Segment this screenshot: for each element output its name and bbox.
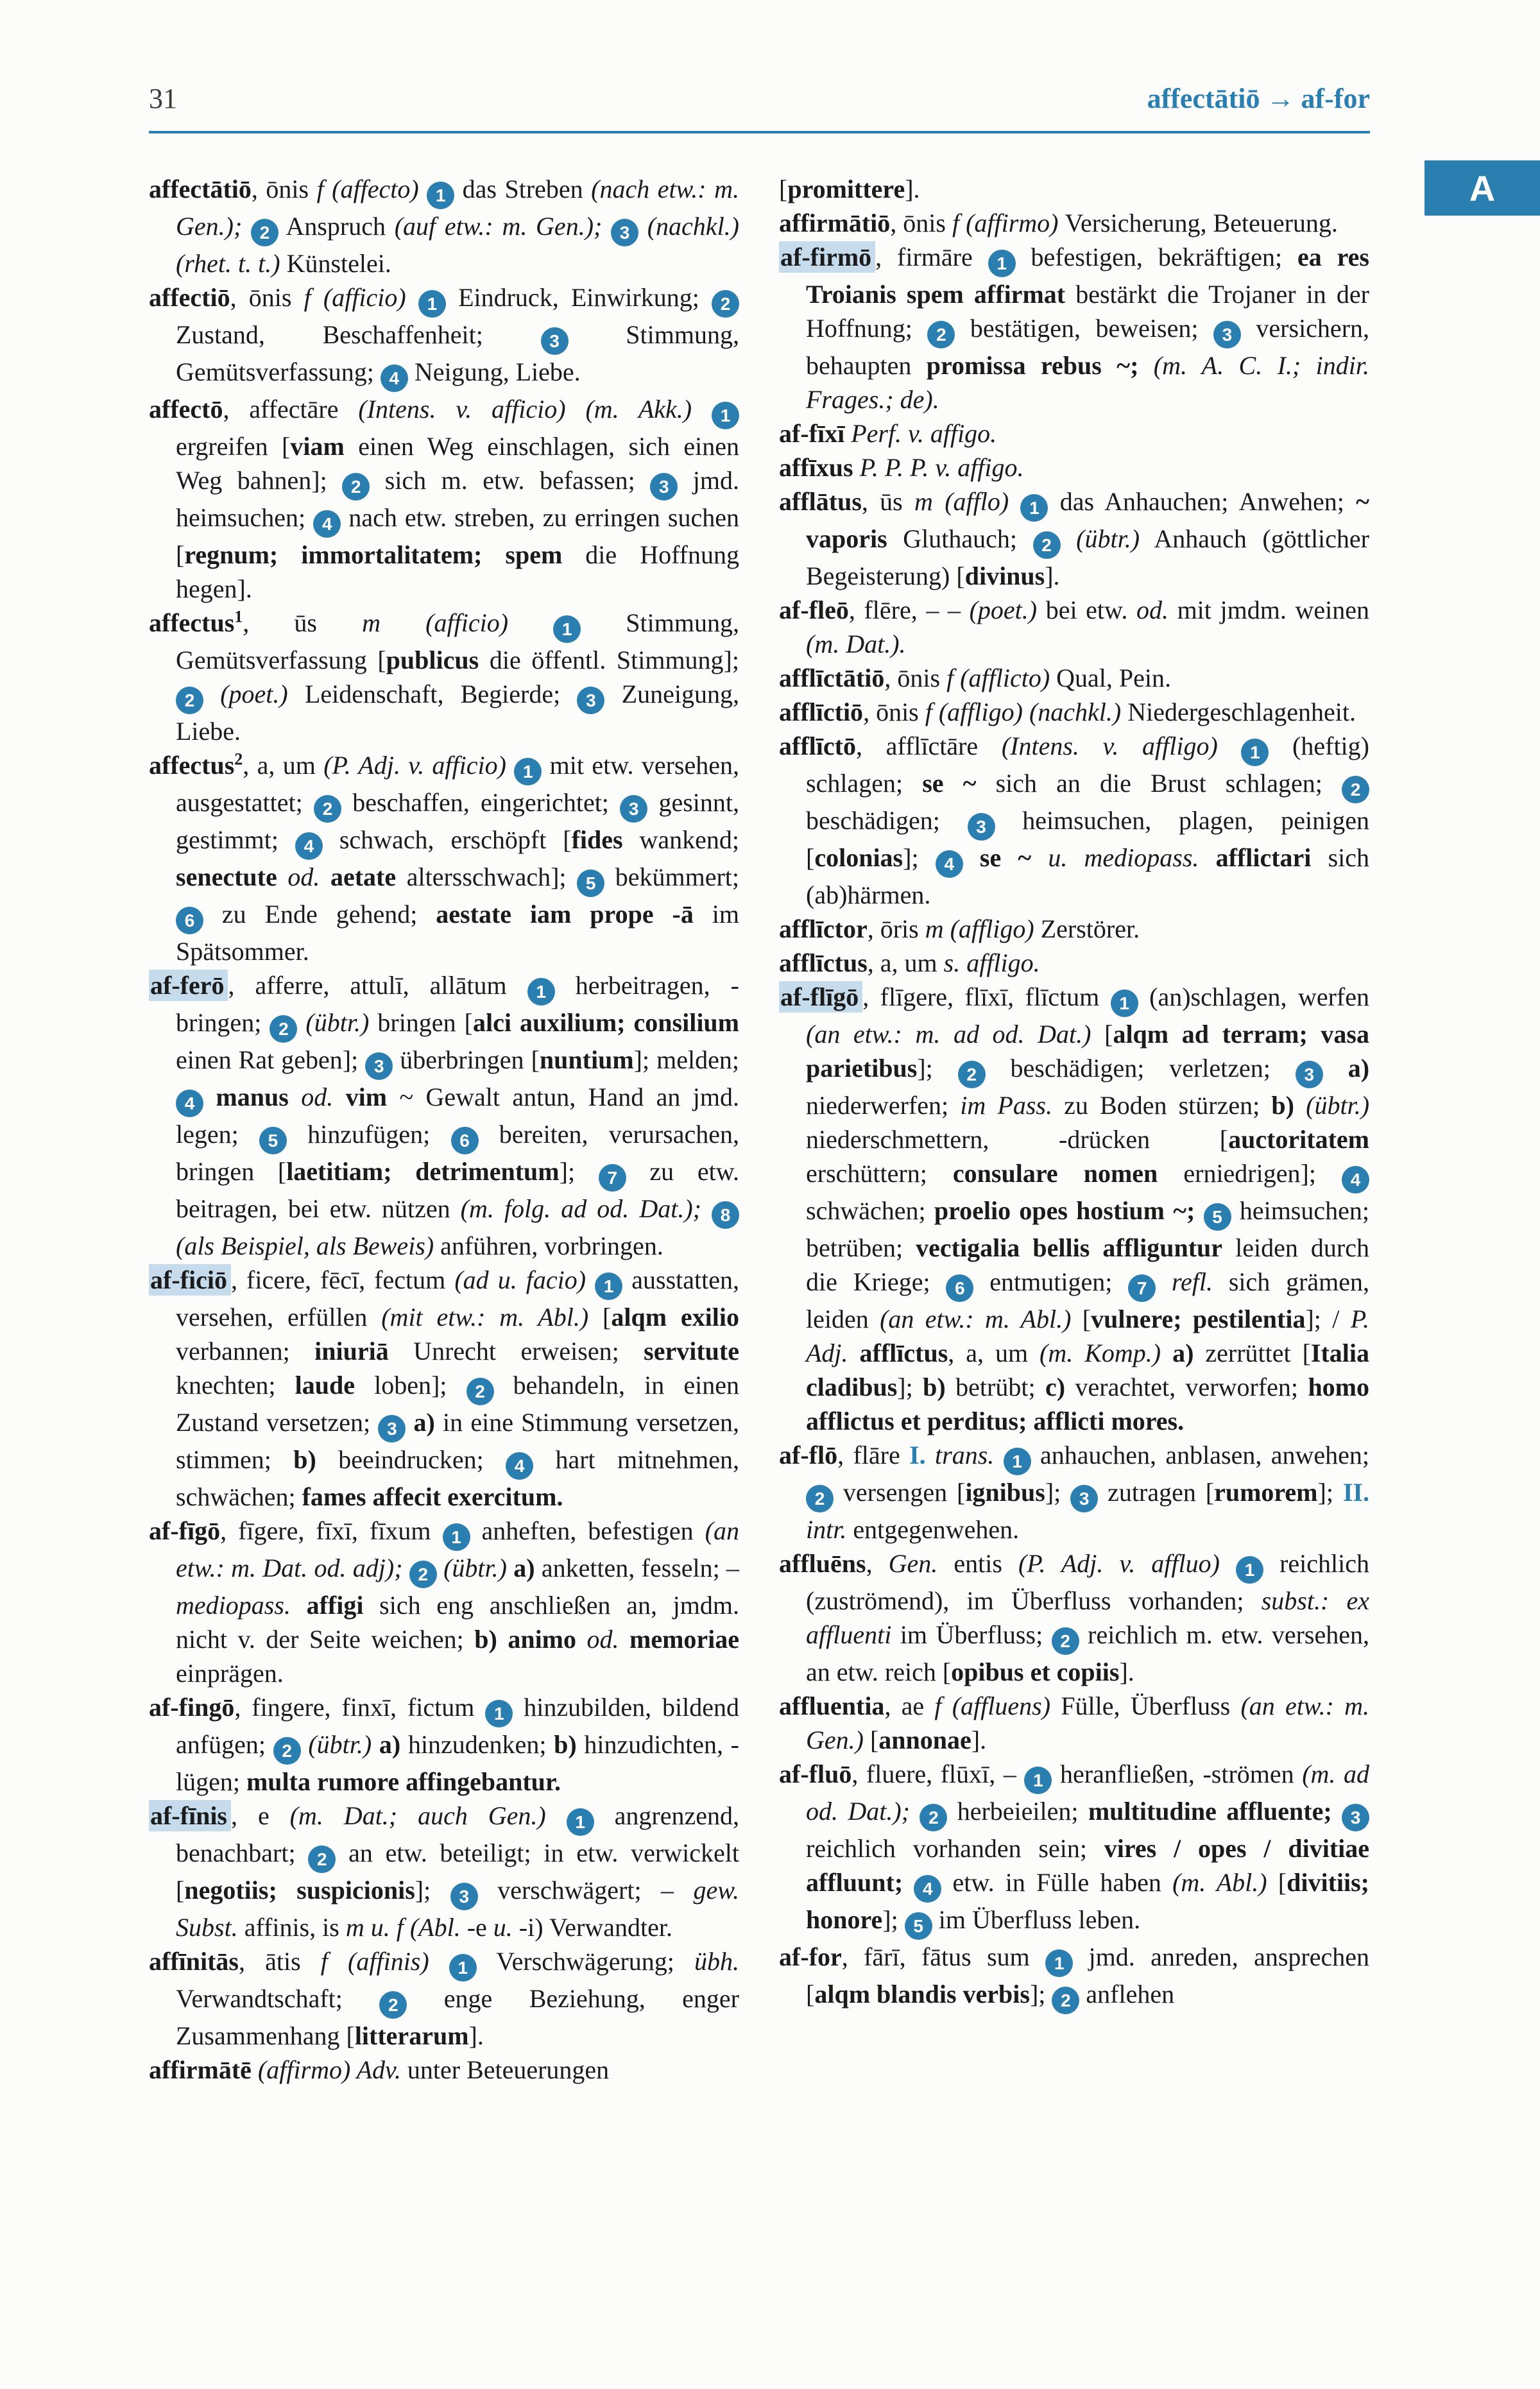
sense-number-badge: 1 [1241,739,1269,766]
sense-number-badge: 4 [381,364,408,392]
dictionary-entry: af-flīgō , flīgere, flīxī, flīctum 1 (an)schlagen, werfen (an etw.: m. ad od. Dat.) [alqm ad terram; vasa parietibus]; 2 beschädigen; verletzen; 3 a) niederwerfen; im Pass. zu Boden stürzen; b) (übtr.) niederschmettern, -drücken [auctoritatem erschüttern; consulare nomen erniedrigen]; 4 schwächen; proelio opes hostium ~; 5 heimsuchen; betrüben; vectigalia bellis affliguntur leiden durch die Kriege; 6 entmutigen; 7 refl. sich grämen, leiden (an etw.: m. Abl.) [vulnere; pestilentia]; / P. Adj. afflīctus, a, um (m. Komp.) a) zerrüttet [Italia cladibus]; b) betrübt; c) verachtet, verworfen; homo afflictus et perditus; afflicti mores. [780,982,1370,1435]
text-segment: (m. Dat.; auch Gen.) [289,1801,567,1830]
text-segment: (an etw.: m. Gen.) [806,1691,1369,1754]
text-segment: alqm exilio [611,1303,739,1332]
dictionary-entry: af-fingō, fingere, finxī, fictum 1 hinzubilden, bildend anfügen; 2 (übtr.) a) hinzudenken; b) hinzudichten, -lügen; multa rumore affingebantur. [149,1693,740,1796]
sense-number-badge: 6 [946,1274,973,1302]
text-segment: nuntium [539,1045,634,1074]
sense-number-badge: 3 [450,1883,478,1910]
text-segment: im Pass. [960,1091,1052,1120]
headword: af-fīnis [149,1800,231,1831]
text-segment: ~ vaporis [806,487,1369,553]
sense-number-badge: 2 [270,1015,297,1043]
text-segment: b) [1271,1091,1294,1120]
sense-number-badge: 1 [1024,1767,1052,1794]
text-segment: auctoritatem [1228,1125,1369,1154]
text-segment: laude [295,1371,355,1400]
text-segment: (ad u. facio) [454,1265,595,1294]
sense-number-badge: 3 [650,473,678,501]
text-segment: Italia cladibus [806,1339,1370,1401]
sense-number-badge: 1 [1236,1556,1263,1584]
sense-number-badge: 2 [314,795,341,823]
alphabet-thumb-tab: A [1425,160,1540,216]
text-segment: m u. f (Abl. [345,1913,461,1942]
headword: affirmātē [149,2055,252,2084]
text-segment: annonae [878,1725,971,1754]
sense-number-badge: 4 [506,1452,533,1480]
dictionary-entry: afflātus, ūs m (afflo) 1 das Anhauchen; Anwehen; ~ vaporis Gluthauch; 2 (übtr.) Anhauch (göttlicher Begeisterung) [divinus]. [779,487,1369,590]
dictionary-entry: affīnitās, ātis f (affinis) 1 Verschwägerung; übh. Verwandtschaft; 2 enge Beziehung, enger Zusammenhang [litterarum]. [149,1947,740,2050]
text-segment: (m. Abl.) [1172,1868,1267,1897]
headword: af-flīgō [779,981,862,1013]
text-segment: a) [413,1408,435,1437]
sense-number-badge: 2 [1052,1987,1079,2014]
text-segment: f (affirmo) [952,209,1065,237]
range-from: affectātiō [1147,83,1260,114]
text-segment: gew. Subst. [176,1876,740,1942]
text-segment: s. affligo. [943,948,1040,977]
headword: affectus [149,751,235,780]
headword: affluēns [779,1549,866,1578]
dictionary-entry: [promittere]. [779,175,920,203]
text-segment: (übtr.) [1306,1091,1370,1120]
dictionary-entry: af-firmō , firmāre 1 befestigen, bekräftigen; ea res Troianis spem affirmat bestärkt die Trojaner in der Hoffnung; 2 bestätigen, beweisen; 3 versichern, behaupten promissa rebus ~; (m. A. C. I.; indir. Frages.; de). [780,243,1370,414]
dictionary-entry: affectiō, ōnis f (afficio) 1 Eindruck, Einwirkung; 2 Zustand, Beschaffenheit; 3 Stimmung, Gemütsverfassung; 4 Neigung, Liebe. [149,280,739,392]
sense-number-badge: 3 [541,327,569,355]
dictionary-entry [779,450,1369,484]
text-segment: afflīctus [859,1339,948,1367]
sense-number-badge: 2 [1033,531,1061,559]
text-segment: viam [290,432,345,461]
headword: af-fleō [779,595,849,624]
text-segment: (m. Dat.). [806,629,906,658]
sense-number-badge: 2 [409,1561,437,1588]
headword: af-fīxī [779,419,845,448]
sense-number-badge: 1 [553,615,581,643]
dictionary-entry: afflīctātiō, ōnis f (afflicto) Qual, Pein. [779,664,1172,692]
sense-number-badge: 3 [365,1052,393,1080]
sense-number-badge: 8 [712,1201,739,1229]
text-segment: alqm blandis verbis [814,1980,1030,2008]
text-segment: memoriae [629,1625,740,1654]
text-segment: (m. A. C. I.; indir. Frages.; de). [806,351,1369,414]
text-segment: f (afficio) [304,283,418,312]
text-segment: (übtr.) [1076,524,1140,553]
text-segment: (nach etw.: m. Gen.); [176,175,739,241]
sense-number-badge: 4 [295,832,323,860]
sense-number-badge: 2 [1052,1627,1079,1655]
text-segment: (affirmo) Adv. [257,2055,401,2084]
sense-number-badge: 5 [577,869,604,897]
text-segment: litterarum [354,2021,469,2050]
sense-number-badge: 4 [176,1090,203,1117]
text-segment: opibus et copiis [951,1657,1120,1686]
text-segment: (P. Adj. v. affluo) [1018,1549,1236,1578]
arrow-icon: → [1266,83,1295,114]
roman-numeral: I. [909,1441,926,1469]
text-segment: od. [586,1625,619,1654]
text-segment: rumorem [1214,1478,1318,1507]
text-segment: vires / opes / divitiae affluunt; [806,1834,1370,1897]
text-segment: servitute [644,1337,739,1366]
text-segment: ea res Troianis spem affirmat [806,243,1369,309]
text-segment: senectute [176,862,277,891]
sense-number-badge: 2 [379,1991,407,2019]
dictionary-entry: af-fleō, flēre, – – (poet.) bei etw. od. mit jmdm. weinen (m. Dat.). [779,595,1369,658]
header-divider [149,131,1370,133]
text-segment: c) [1045,1373,1066,1401]
text-segment: afflictari [1215,843,1312,872]
headword: afflīctus [779,948,868,977]
dictionary-entry: affluēns, Gen. entis (P. Adj. v. affluo) 1 reichlich (zuströmend), im Überfluss vorhanden; subst.: ex affluenti im Überfluss; 2 reichlich m. etw. versehen, an etw. reich [opibus et copiis]. [779,1549,1370,1686]
text-segment: m (affligo) [925,914,1034,943]
text-segment: se ~ [979,843,1032,872]
sense-number-badge: 3 [577,687,604,714]
sense-number-badge: 3 [1213,321,1241,348]
text-segment: (Intens. v. afficio) (m. Akk.) [358,395,712,424]
headword: af-fīgō [149,1516,221,1545]
text-segment: (mit etw.: m. Abl.) [381,1303,603,1332]
sense-number-badge: 7 [1128,1274,1156,1302]
text-segment: Gen. [888,1549,938,1578]
headword: affectiō [149,283,230,312]
text-segment: affigi [306,1591,364,1620]
text-segment: f (afflicto) [946,664,1050,692]
sense-number-badge: 7 [599,1164,626,1192]
headword: affectātiō [149,175,252,203]
text-segment: b) animo [474,1625,577,1654]
sense-number-badge: 3 [378,1415,406,1443]
text-segment: (poet.) [220,680,305,708]
sense-number-badge: 2 [466,1378,494,1405]
text-segment: promissa rebus ~; [926,351,1139,380]
sense-number-badge: 1 [527,978,555,1006]
sense-number-badge: 1 [449,1954,477,1982]
page-header [149,85,1370,113]
sense-number-badge: 1 [418,290,446,318]
text-segment: P. P. P. v. affigo. [859,453,1024,482]
sense-number-badge: 2 [806,1485,834,1512]
sense-number-badge: 4 [914,1875,941,1903]
text-segment: fames affecit exercitum. [302,1482,563,1511]
text-segment: se ~ [922,769,977,798]
sense-number-badge: 2 [958,1061,986,1088]
headword: affectō [149,395,223,424]
sense-number-badge: 6 [451,1127,479,1154]
sense-number-badge: 1 [1111,989,1138,1017]
headword: affīxus [779,453,853,482]
sense-number-badge: 3 [1070,1485,1098,1512]
text-segment: od. [287,862,320,891]
text-segment: (m. ad od. Dat.); [806,1760,1369,1826]
text-segment: f (affinis) [320,1947,449,1976]
text-segment: vulnere; pestilentia [1091,1305,1306,1333]
headword: af-ferō [149,970,228,1001]
text-segment: u. mediopass. [1048,843,1199,872]
text-segment: übh. [694,1947,740,1976]
dictionary-entry: afflīctiō, ōnis f (affligo) (nachkl.) Niedergeschlagenheit. [779,698,1356,726]
text-segment: multa rumore affingebantur. [246,1767,561,1796]
text-segment: subst.: ex affluenti [806,1586,1369,1649]
headword: afflīctātiō [779,664,885,692]
text-segment: intr. [806,1515,847,1544]
sense-number-badge: 1 [514,758,542,785]
text-segment: multitudine affluente; [1088,1797,1332,1826]
dictionary-entry: af-ferō , afferre, attulī, allātum 1 herbeitragen, -bringen; 2 (übtr.) bringen [alci auxilium; consilium einen Rat geben]; 3 überbringen [nuntium]; melden; 4 manus od. vim ~ Gewalt antun, Hand an jmd. legen; 5 hinzufügen; 6 bereiten, verursachen, bringen [laetitiam; detrimentum]; 7 zu etw. beitragen, bei etw. nützen (m. folg. ad od. Dat.); 8 (als Beispiel, als Beweis) anführen, vorbringen. [150,971,740,1260]
sense-number-badge: 1 [595,1272,622,1300]
sense-number-badge: 1 [443,1523,470,1551]
headword: afflīctō [779,732,856,760]
text-segment: (übtr.) [305,1008,378,1037]
sense-number-badge: 4 [313,510,341,538]
sense-number-badge: 1 [485,1700,513,1727]
dictionary-entry: affectus$^1$, ūs m (afficio) 1 Stimmung, Gemütsverfassung [publicus die öffentl. Stimmung]; 2 (poet.) Leidenschaft, Begierde; 3 Zuneigung, Liebe. [149,607,739,746]
headword: afflīctor [779,914,868,943]
headword: af-fluō [779,1760,852,1788]
sense-number-badge: 2 [712,290,739,318]
sense-number-badge: 1 [427,182,454,209]
text-segment: mediopass. [176,1591,307,1620]
headword: af-fingō [149,1693,235,1722]
text-segment: divitiis; honore [806,1868,1369,1934]
homonym-superscript: 1 [234,607,243,626]
text-segment: regnum; immortalitatem; spem [184,540,563,569]
dictionary-entry: afflīctus, a, um s. affligo. [779,948,1040,977]
headword: affluentia [779,1691,885,1720]
dictionary-entry: affectō, affectāre (Intens. v. afficio) (m. Akk.) 1 ergreifen [viam einen Weg einschlagen, sich einen Weg bahnen]; 2 sich m. etw. befassen; 3 jmd. heimsuchen; 4 nach etw. streben, zu erringen suchen [regnum; immortalitatem; spem die Hoffnung hegen]. [149,395,740,603]
text-segment: laetitiam; detrimentum [286,1157,560,1186]
text-segment: od. [301,1083,334,1111]
sense-number-badge: 2 [308,1845,336,1873]
headword: affirmātiō [779,209,891,237]
text-segment: (als Beispiel, als Beweis) [176,1231,441,1260]
homonym-superscript: 2 [234,749,243,769]
text-segment: a) [513,1554,535,1582]
text-segment: fides [571,825,623,854]
text-segment: ignibus [965,1478,1045,1507]
text-segment: divinus [964,561,1045,590]
text-segment: trans. [935,1441,1004,1469]
headword: af-ficiō [149,1264,231,1296]
sense-number-badge: 2 [920,1804,947,1831]
text-segment: a) [379,1730,401,1759]
text-segment: iniuriā [314,1337,389,1366]
text-segment: publicus [386,646,479,674]
sense-number-badge: 1 [712,402,739,429]
text-segment: (Intens. v. affligo) [1001,732,1242,760]
dictionary-columns [149,172,1370,2087]
dictionary-entry: af-flō, flāre I. trans. 1 anhauchen, anblasen, anwehen; 2 versengen [ignibus]; 3 zutragen [rumorem]; II. intr. entgegenwehen. [779,1441,1370,1544]
text-segment: (auf etw.: m. Gen.); [394,212,612,241]
text-segment: refl. [1171,1267,1213,1296]
text-segment: (an etw.: m. ad od. Dat.) [806,1020,1105,1049]
headword: afflātus [779,487,862,516]
sense-number-badge: 2 [342,473,370,501]
dictionary-entry [779,416,1369,450]
sense-number-badge: 5 [1204,1203,1231,1231]
text-segment: consulare nomen [952,1159,1158,1188]
headword: afflīctiō [779,698,864,726]
roman-numeral: II. [1342,1478,1369,1507]
dictionary-entry: af-fluō, fluere, flūxī, – 1 heranfließen, -strömen (m. ad od. Dat.); 2 herbeieilen; multitudine affluente; 3 reichlich vorhanden sein; vires / opes / divitiae affluunt; 4 etw. in Fülle haben (m. Abl.) [divitiis; honore]; 5 im Überfluss leben. [779,1757,1369,1940]
sense-number-badge: 4 [1342,1166,1369,1194]
sense-number-badge: 5 [259,1127,287,1154]
text-segment: P. Adj. [806,1305,1370,1367]
sense-number-badge: 5 [905,1912,932,1940]
sense-number-badge: 2 [1342,776,1369,803]
headword: affectus [149,608,235,637]
text-segment: aetate [330,862,397,891]
headword: af-for [779,1942,842,1971]
sense-number-badge: 3 [620,795,647,823]
text-segment: aestate iam prope -ā [436,900,694,929]
text-segment: b) [923,1373,946,1401]
range-to: af-for [1301,83,1370,114]
text-segment: Perf. v. affigo. [851,419,997,448]
dictionary-entry: af-fīgō, fīgere, fīxī, fīxum 1 anheften, befestigen (an etw.: m. Dat. od. adj); 2 (übtr.) a) anketten, fesseln; – mediopass. affigi sich eng anschließen an, jmdm. nicht v. der Seite weichen; b) animo od. memoriae einprägen. [149,1516,740,1688]
text-segment: f (affligo) (nachkl.) [925,698,1122,726]
dictionary-entry: affectus$^2$, a, um (P. Adj. v. afficio) 1 mit etw. versehen, ausgestattet; 2 beschaffen, eingerichtet; 3 gesinnt, gestimmt; 4 schwach, erschöpft [fides wankend; senectute od. aetate altersschwach]; 5 bekümmert; 6 zu Ende gehend; aestate iam prope -ā im Spätsommer. [149,749,740,966]
dictionary-entry: affectātiō, ōnis f (affecto) 1 das Streben (nach etw.: m. Gen.); 2 Anspruch (auf etw.: m. Gen.); 3 (nachkl.) (rhet. t. t.) Künstelei. [149,175,739,278]
text-segment: homo afflictus et perditus; afflicti mores. [806,1373,1370,1435]
headword: af-flō [779,1441,838,1469]
sense-number-badge: 1 [1020,494,1048,522]
text-segment: (P. Adj. v. afficio) [323,751,515,780]
text-segment: vectigalia bellis affliguntur [916,1233,1223,1262]
text-segment: u. [493,1913,513,1942]
sense-number-badge: 4 [936,850,963,878]
dictionary-entry: affirmātiō, ōnis f (affirmo) Versicherung, Beteuerung. [779,209,1338,237]
sense-number-badge: 2 [273,1737,301,1765]
sense-number-badge: 2 [176,687,203,714]
text-segment: b) [554,1730,577,1759]
dictionary-entry: afflīctor, ōris m (affligo) Zerstörer. [779,914,1140,943]
text-segment: f (affluens) [934,1691,1051,1720]
text-segment: vim [345,1083,388,1111]
dictionary-entry: af-ficiō , ficere, fēcī, fectum (ad u. facio) 1 ausstatten, versehen, erfüllen (mit etw.: m. Abl.) [alqm exilio verbannen; iniuriā Unrecht erweisen; servitute knechten; laude loben]; 2 behandeln, in einen Zustand versetzen; 3 a) in eine Stimmung versetzen, stimmen; b) beeindrucken; 4 hart mitnehmen, schwächen; fames affecit exercitum. [150,1265,740,1511]
headword-range [1147,85,1370,113]
headword: affīnitās [149,1947,239,1976]
text-segment: m (afficio) [362,608,554,637]
text-segment: alqm ad terram; vasa parietibus [806,1020,1369,1083]
dictionary-entry: affirmātē (affirmo) Adv. unter Beteuerungen [149,2055,610,2084]
text-segment: promittere [787,175,905,203]
sense-number-badge: 3 [1296,1061,1323,1088]
headword: af-firmō [779,241,875,273]
text-segment: (an etw.: m. Abl.) [880,1305,1072,1333]
text-segment: f (affecto) [316,175,427,203]
column-left [149,172,739,2087]
text-segment: b) [293,1445,316,1474]
dictionary-entry: af-fīnis , e (m. Dat.; auch Gen.) 1 angrenzend, benachbart; 2 an etw. beteiligt; in etw. verwickelt [negotiis; suspicionis]; 3 verschwägert; – gew. Subst. affinis, is m u. f (Abl. -e u. -i) Verwandter. [150,1801,740,1942]
text-segment: manus [216,1083,289,1111]
text-segment: (übtr.) [308,1730,379,1759]
sense-number-badge: 1 [1004,1448,1031,1475]
text-segment: negotiis; suspicionis [184,1876,415,1905]
text-segment: (m. folg. ad od. Dat.); [460,1194,712,1223]
text-segment: od. [1136,595,1168,624]
page-number: 31 [149,83,177,114]
sense-number-badge: 3 [968,813,995,841]
text-segment: (an etw.: m. Dat. od. adj); [176,1516,739,1582]
sense-number-badge: 1 [1045,1949,1073,1977]
text-segment: colonias [814,843,903,872]
sense-number-badge: 1 [988,250,1016,277]
dictionary-entry: afflīctō, afflīctāre (Intens. v. affligo) 1 (heftig) schlagen; se ~ sich an die Brust schlagen; 2 beschädigen; 3 heimsuchen, plagen, peinigen [colonias]; 4 se ~ u. mediopass. afflictari sich (ab)härmen. [779,732,1370,909]
text-segment: a) [1172,1339,1194,1367]
sense-number-badge: 6 [176,907,203,934]
column-right [779,172,1369,2087]
text-segment: (poet.) [969,595,1038,624]
dictionary-entry: affluentia, ae f (affluens) Fülle, Überfluss (an etw.: m. Gen.) [annonae]. [779,1691,1369,1754]
sense-number-badge: 2 [927,321,955,348]
text-segment: (übtr.) [443,1554,514,1582]
sense-number-badge: 1 [567,1808,594,1836]
text-segment: (m. Komp.) [1040,1339,1173,1367]
text-segment: a) [1348,1054,1370,1083]
text-segment: (nachkl.) (rhet. t. t.) [176,212,739,278]
dictionary-entry: af-for, fārī, fātus sum 1 jmd. anreden, ansprechen [alqm blandis verbis]; 2 anflehen [779,1940,1369,2014]
text-segment: alci auxilium; consilium [472,1008,739,1037]
sense-number-badge: 2 [251,219,278,246]
sense-number-badge: 3 [611,219,638,246]
text-segment: proelio opes hostium ~; [934,1196,1195,1225]
sense-number-badge: 3 [1342,1804,1369,1831]
text-segment: m (afflo) [914,487,1021,516]
